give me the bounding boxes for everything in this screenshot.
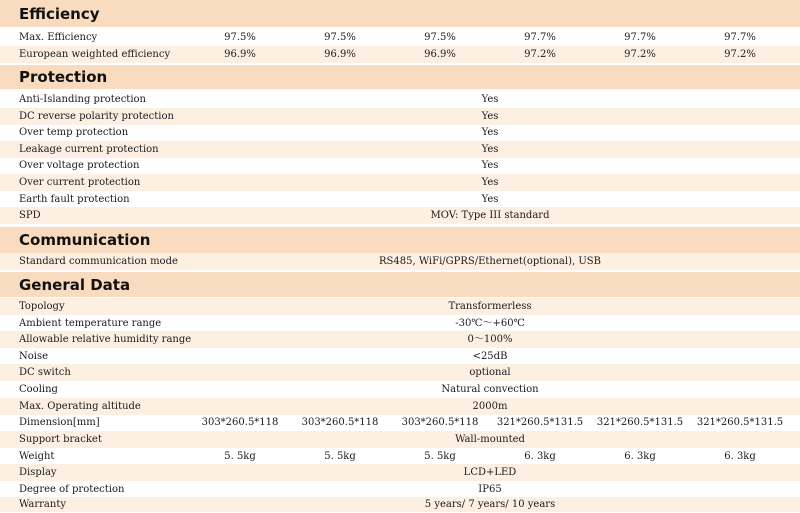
row-label: Over temp protection [19, 127, 129, 138]
spec-row-topology [0, 298, 800, 315]
row-label: Earth fault protection [19, 194, 130, 205]
row-label: Allowable relative humidity range [19, 334, 192, 345]
spec-row-over-temp [0, 124, 800, 141]
row-label: Anti-Islanding protection [19, 94, 146, 105]
row-label: Display [19, 467, 57, 478]
row-value: MOV: Type III standard [430, 210, 550, 221]
row-label: Ambient temperature range [19, 318, 162, 329]
row-value: 0～100% [467, 334, 513, 345]
row-label: Degree of protection [19, 484, 125, 495]
row-value: Natural convection [441, 384, 539, 395]
row-value: -30℃～+60℃ [455, 318, 525, 329]
value-cell: 97.2% [624, 49, 656, 60]
row-value: 2000m [472, 401, 508, 412]
spec-row-over-voltage [0, 157, 800, 174]
spec-row-noise [0, 348, 800, 365]
value-cell: 96.9% [224, 49, 256, 60]
value-cell: 96.9% [424, 49, 456, 60]
row-value: IP65 [478, 484, 502, 495]
value-cell: 303*260.5*118 [201, 417, 279, 428]
value-cell: 5. 5kg [424, 451, 456, 462]
row-label: Noise [19, 351, 49, 362]
value-cell: 97.2% [524, 49, 556, 60]
row-value: Yes [481, 160, 499, 171]
row-label: Leakage current protection [19, 144, 159, 155]
row-value: Yes [481, 144, 499, 155]
value-cell: 6. 3kg [724, 451, 756, 462]
spec-row-dc-reverse-polarity [0, 108, 800, 125]
row-label: Cooling [19, 384, 58, 395]
value-cell: 97.5% [324, 32, 356, 43]
row-label: Weight [19, 451, 55, 462]
spec-row-altitude [0, 398, 800, 415]
row-value: Yes [481, 127, 499, 138]
row-label: Over voltage protection [19, 160, 140, 171]
value-cell: 97.7% [524, 32, 556, 43]
value-cell: 5. 5kg [324, 451, 356, 462]
section-title: General Data [19, 275, 131, 294]
value-cell: 97.7% [724, 32, 756, 43]
value-cell: 6. 3kg [624, 451, 656, 462]
value-cell: 303*260.5*118 [401, 417, 479, 428]
row-value: 5 years/ 7 years/ 10 years [424, 499, 556, 510]
row-label: SPD [19, 210, 41, 221]
section-title: Protection [19, 68, 108, 86]
spec-row-european-efficiency [0, 46, 800, 63]
row-label: DC reverse polarity protection [19, 111, 174, 122]
section-title: Communication [19, 231, 151, 249]
section-header-protection [0, 65, 800, 89]
spec-row-support-bracket [0, 431, 800, 448]
row-value: Yes [481, 111, 499, 122]
row-label: Support bracket [19, 434, 102, 445]
spec-row-earth-fault [0, 191, 800, 208]
section-header-general-data [0, 272, 800, 297]
spec-row-over-current [0, 174, 800, 191]
section-title: Efficiency [19, 4, 100, 23]
row-label: Max. Operating altitude [19, 401, 141, 412]
value-cell: 5. 5kg [224, 451, 256, 462]
value-cell: 97.2% [724, 49, 756, 60]
spec-row-dc-switch [0, 364, 800, 381]
value-cell: 303*260.5*118 [301, 417, 379, 428]
value-cell: 321*260.5*131.5 [696, 417, 784, 428]
value-cell: 97.7% [624, 32, 656, 43]
spec-row-leakage-current [0, 141, 800, 158]
value-cell: 321*260.5*131.5 [496, 417, 584, 428]
row-value: Yes [481, 177, 499, 188]
value-cell: 96.9% [324, 49, 356, 60]
spec-row-cooling [0, 381, 800, 398]
row-value: Yes [481, 194, 499, 205]
row-label: Standard communication mode [19, 256, 178, 267]
row-label: European weighted efficiency [19, 49, 171, 60]
spec-row-spd [0, 207, 800, 224]
row-value: Yes [481, 94, 499, 105]
spec-row-max-efficiency [0, 29, 800, 46]
spec-row-display [0, 464, 800, 481]
row-label: DC switch [19, 367, 71, 378]
value-cell: 6. 3kg [524, 451, 556, 462]
row-value: Wall-mounted [455, 434, 525, 445]
spec-row-communication-mode [0, 253, 800, 270]
value-cell: 97.5% [224, 32, 256, 43]
spec-row-degree-of-protection [0, 481, 800, 498]
section-header-communication [0, 227, 800, 253]
value-cell: 321*260.5*131.5 [596, 417, 684, 428]
spec-row-ambient-temperature [0, 315, 800, 332]
row-value: LCD+LED [463, 467, 517, 478]
row-value: Transformerless [448, 301, 532, 312]
row-value: optional [469, 367, 511, 378]
value-cell: 97.5% [424, 32, 456, 43]
spec-row-anti-islanding [0, 91, 800, 108]
spec-row-humidity [0, 331, 800, 348]
section-header-efficiency [0, 0, 800, 27]
row-label: Dimension[mm] [19, 417, 100, 428]
row-label: Max. Efficiency [19, 32, 98, 43]
row-label: Topology [19, 301, 65, 312]
row-value: <25dB [472, 351, 508, 362]
row-label: Warranty [19, 499, 67, 510]
spec-row-warranty [0, 497, 800, 512]
row-value: RS485, WiFi/GPRS/Ethernet(optional), USB [379, 256, 601, 267]
spec-row-weight [0, 448, 800, 465]
row-label: Over current protection [19, 177, 141, 188]
spec-row-dimension [0, 414, 800, 431]
